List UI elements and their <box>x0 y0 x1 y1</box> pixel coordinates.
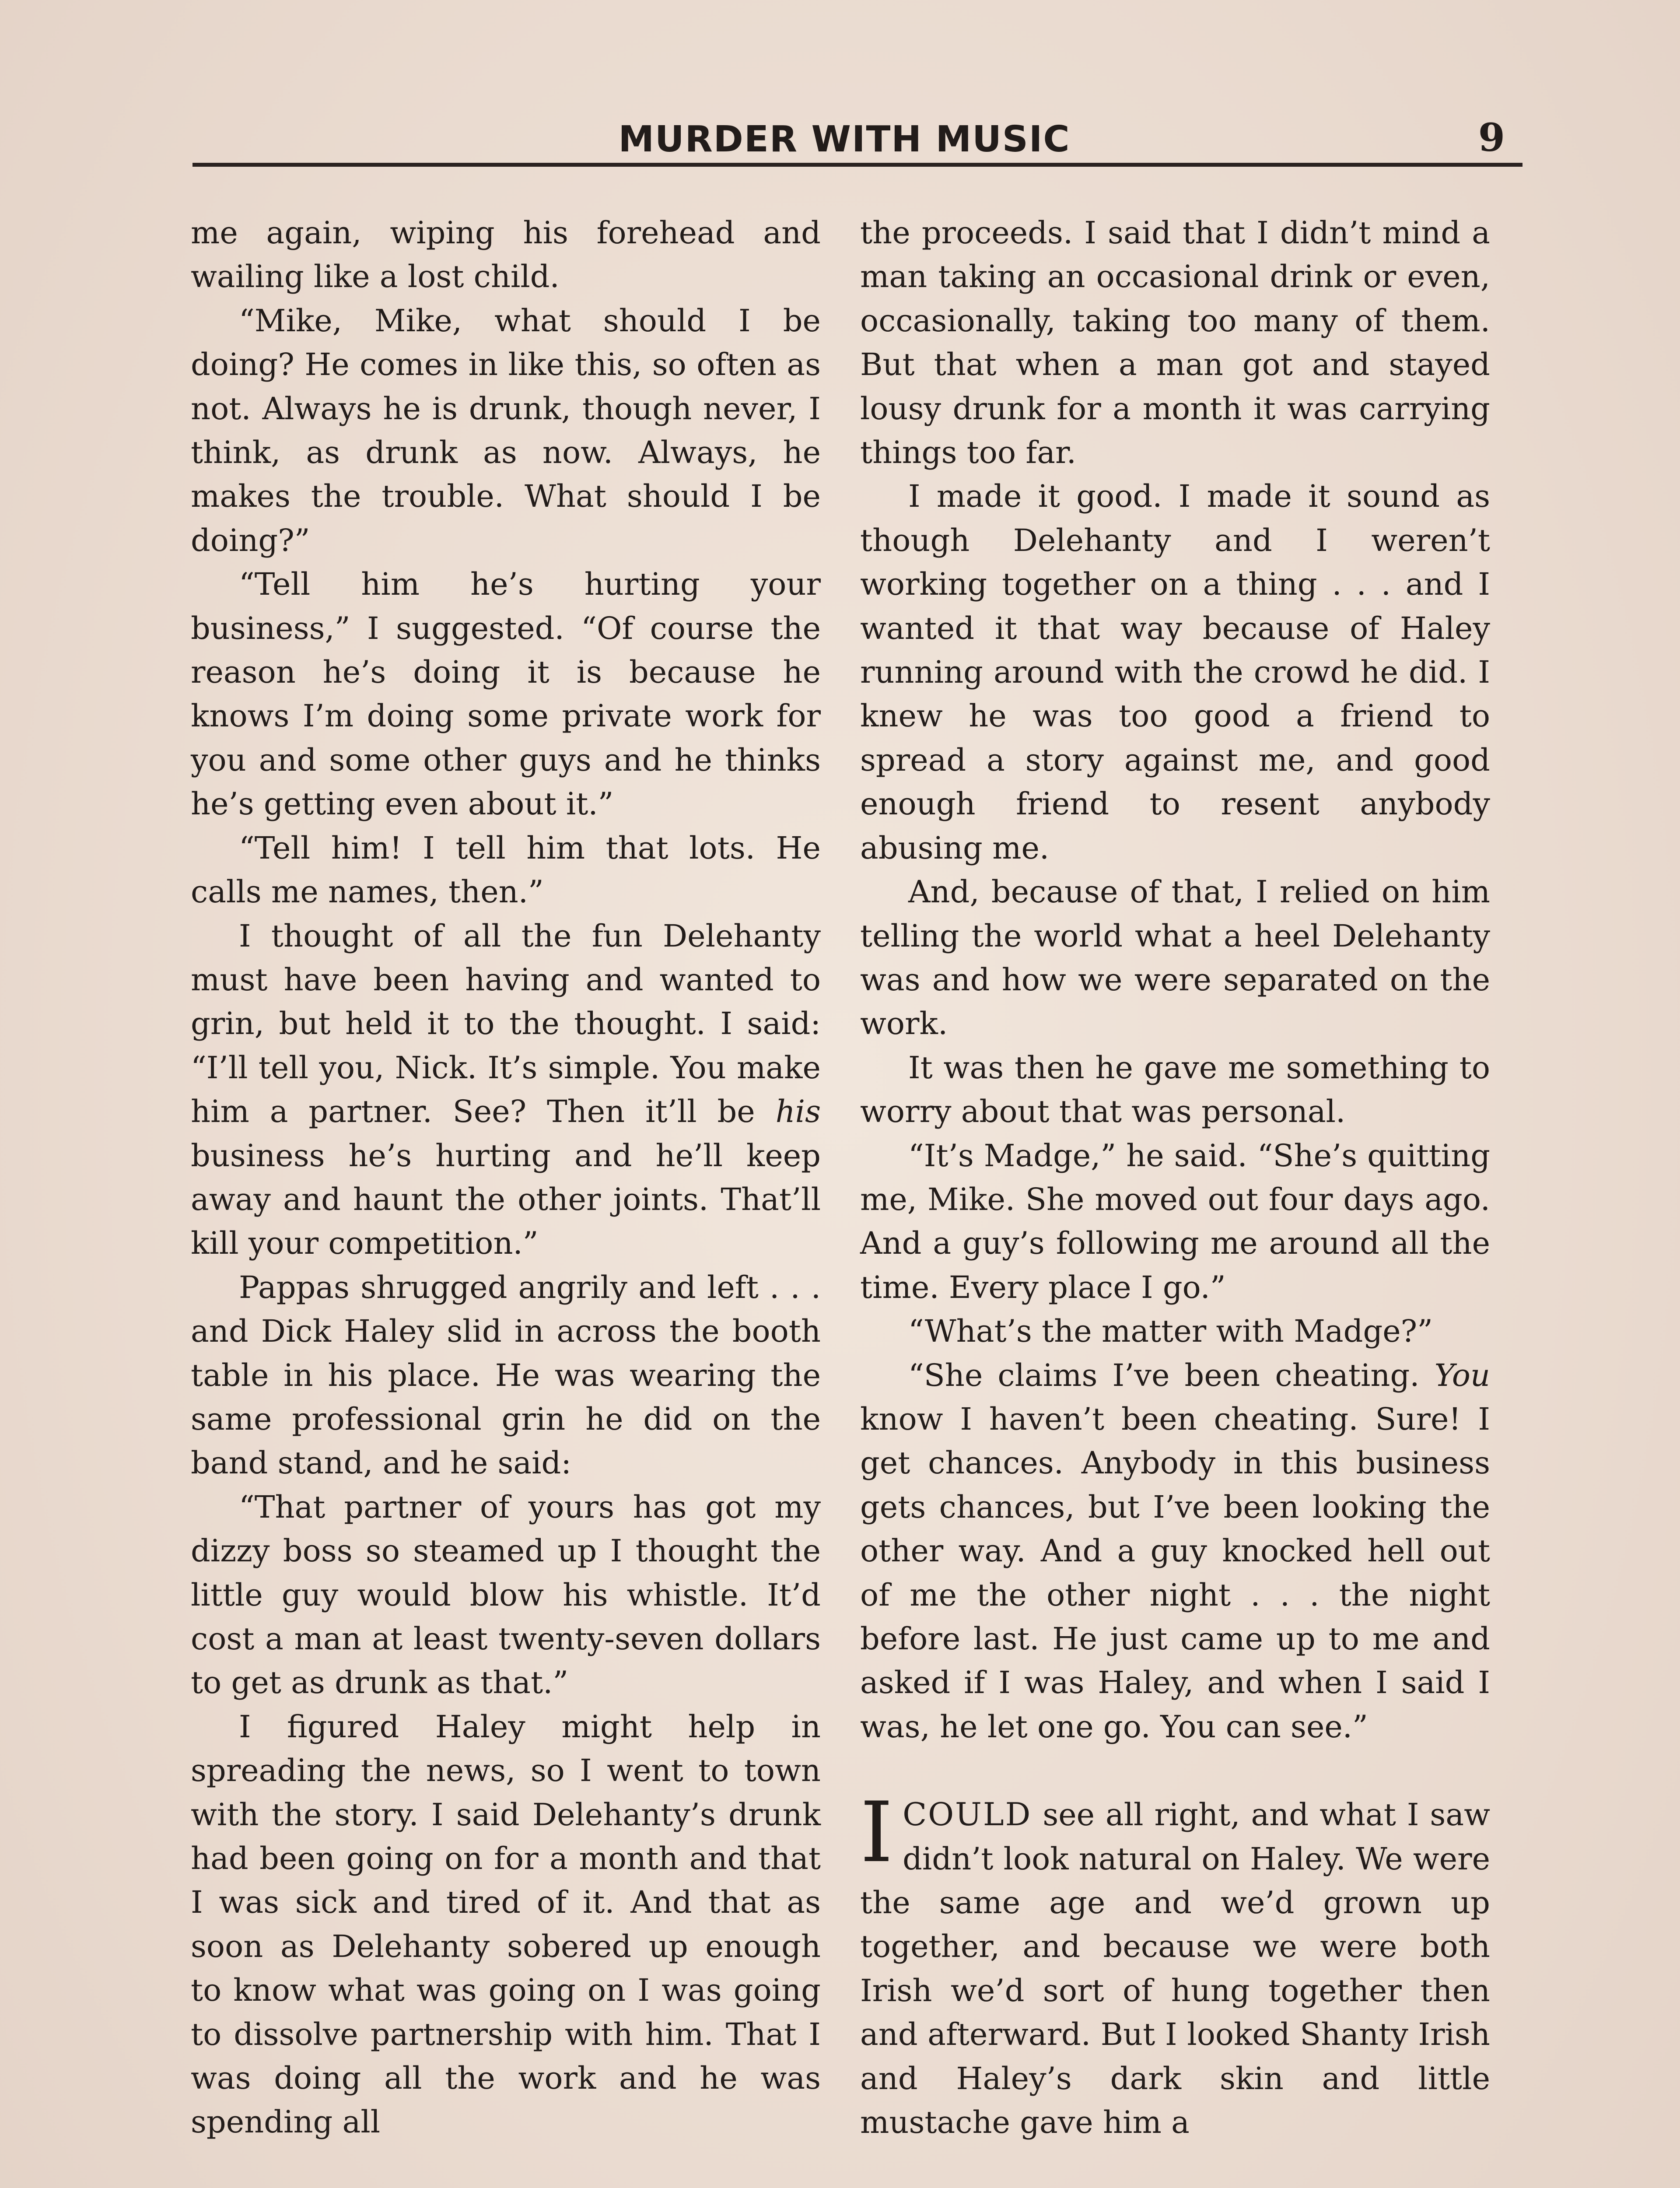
section-opening-paragraph <box>860 1784 1490 2144</box>
paragraph: “Tell him! I tell him that lots. He calls me names, then.” <box>191 830 821 910</box>
paragraph: “Tell him he’s hurting your business,” I suggested. “Of course the reason he’s doing it is because he knows I’m doing some private work for you and some other guys and he thinks he’s getting even about it.” <box>191 566 821 822</box>
paragraph <box>191 914 821 1266</box>
emphasis-text: his <box>775 1094 821 1130</box>
paragraph: “Mike, Mike, what should I be doing? He comes in like this, so often as not. Always he is drunk, though never, I think, as drunk as now. Always, he makes the trouble. What should I be doing?” <box>191 302 821 558</box>
paragraph: I made it good. I made it sound as though Delehanty and I weren’t working together on a thing . . . and I wanted it that way because of Haley running around with the crowd he did. I knew he was too good a friend to spread a story against me, and good enough friend to resent anybody abusing me. <box>860 478 1490 866</box>
left-column <box>191 211 821 2144</box>
paragraph-text: “She claims I’ve been cheating. <box>908 1357 1435 1393</box>
paragraph: “That partner of yours has got my dizzy boss so steamed up I thought the little guy would blow his whistle. It’d cost a man at least twenty-seven dollars to get as drunk as that.” <box>191 1489 821 1701</box>
paragraph: “It’s Madge,” he said. “She’s quitting me, Mike. She moved out four days ago. And a guy’s following me around all the time. Every place I go.” <box>860 1137 1490 1305</box>
paragraph-text: business he’s hurting and he’ll keep away and haunt the other joints. That’ll kill your competition.” <box>191 1137 821 1262</box>
small-caps-lead: COULD <box>903 1796 1032 1833</box>
paragraph: And, because of that, I relied on him telling the world what a heel Delehanty was and how we were separated on the work. <box>860 874 1490 1042</box>
right-column <box>860 211 1490 2144</box>
drop-cap: I <box>860 1784 893 1881</box>
paragraph: Pappas shrugged angrily and left . . . and Dick Haley slid in across the booth table in his place. He was wearing the same professional grin he did on the band stand, and he said: <box>191 1269 821 1481</box>
paragraph-text: know I haven’t been cheating. Sure! I get chances. Anybody in this business gets chances, but I’ve been looking the other way. And a guy knocked hell out of me the other night . . . the night before last. He just came up to me and asked if I was Haley, and when I said I was, he let one go. You can see.” <box>860 1401 1490 1745</box>
paragraph: me again, wiping his forehead and wailing like a lost child. <box>191 215 821 295</box>
paragraph-text: I thought of all the fun Delehanty must have been having and wanted to grin, but held it to the thought. I said: “I’ll tell you, Nick. It’s simple. You make him a partner. See? Then it’ll be <box>191 918 821 1130</box>
page-number: 9 <box>1478 115 1505 160</box>
paragraph: “What’s the matter with Madge?” <box>908 1313 1433 1350</box>
emphasis-text: You <box>1434 1357 1490 1393</box>
paragraph-text: see all right, and what I saw didn’t look natural on Haley. We were the same age and we’d grown up together, and because we were both Irish we’d sort of hung together then and afterward. But I looked Shanty Irish and Haley’s dark skin and little mustache gave him a <box>860 1797 1490 2141</box>
page-header <box>192 115 1522 167</box>
running-title: MURDER WITH MUSIC <box>618 119 1071 160</box>
paragraph: the proceeds. I said that I didn’t mind a man taking an occasional drink or even, occasionally, taking too many of them. But that when a man got and stayed lousy drunk for a month it was carrying things too far. <box>860 215 1490 471</box>
paragraph: I figured Haley might help in spreading the news, so I went to town with the story. I said Delehanty’s drunk had been going on for a month and that I was sick and tired of it. And that as soon as Delehanty sobered up enough to know what was going on I was going to dissolve partnership with him. That I was doing all the work and he was spending all <box>191 1708 821 2140</box>
paragraph <box>860 1353 1490 1749</box>
paragraph: It was then he gave me something to worry about that was personal. <box>860 1049 1490 1130</box>
